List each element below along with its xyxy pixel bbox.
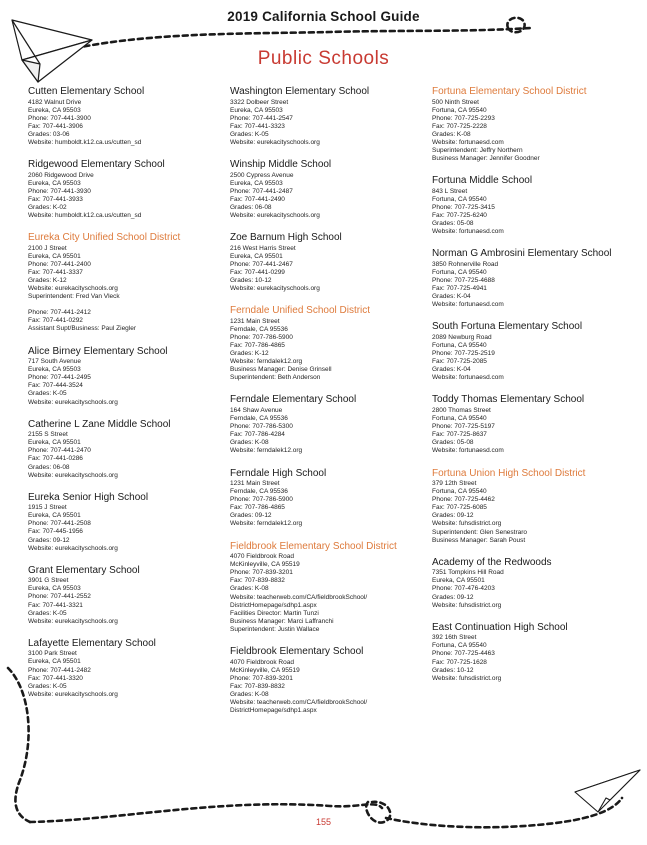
- listing-detail: Superintendent: Fred Van Vleck: [28, 293, 120, 301]
- listing-detail: 3100 Park Street: [28, 650, 77, 658]
- fax-number: Fax: 707-839-8832: [230, 577, 285, 585]
- phone-number: Phone: 707-441-2487: [230, 187, 293, 195]
- website-link: Website: eurekacityschools.org: [28, 544, 118, 552]
- website-link: Website: ferndalek12.org: [230, 520, 303, 528]
- school-listing: [432, 557, 627, 610]
- listing-detail: Superintendent: Beth Anderson: [230, 374, 321, 382]
- listing-detail: Eureka, CA 95501: [230, 252, 283, 260]
- school-name: Ferndale High School: [230, 467, 327, 479]
- website-link: Website: fortunaesd.com: [432, 301, 504, 309]
- fax-number: Fax: 707-786-4865: [230, 504, 285, 512]
- school-listing: [28, 492, 223, 553]
- listing-detail: Assistant Supt/Business: Paul Ziegler: [28, 325, 137, 333]
- website-link: Website: fuhsdistrict.org: [432, 520, 502, 528]
- listing-column-1: [28, 86, 223, 711]
- school-name: Eureka Senior High School: [28, 491, 149, 503]
- listing-detail: 4182 Walnut Drive: [28, 98, 82, 106]
- district-name: Fieldbrook Elementary School District: [230, 540, 397, 552]
- website-link: Website: fortunaesd.com: [432, 374, 504, 382]
- fax-number: Fax: 707-725-4941: [432, 285, 487, 293]
- listing-column-3: [432, 86, 627, 695]
- grade-range: Grades: 03-06: [28, 130, 70, 138]
- school-name: Catherine L Zane Middle School: [28, 418, 171, 430]
- phone-number: Phone: 707-725-2293: [432, 114, 495, 122]
- listing-detail: 2089 Newburg Road: [432, 333, 492, 341]
- district-name: Fortuna Elementary School District: [432, 86, 587, 97]
- grade-range: Grades: K-05: [230, 130, 269, 138]
- school-listing: [230, 86, 425, 147]
- listing-detail: 3322 Dolbeer Street: [230, 98, 289, 106]
- district-listing: [432, 468, 627, 545]
- website-link: Website: teacherweb.com/CA/fieldbrookSchool/: [230, 698, 368, 706]
- fax-number: Fax: 707-786-4284: [230, 431, 285, 439]
- listing-detail: 164 Shaw Avenue: [230, 406, 283, 414]
- listing-detail: Fortuna, CA 95540: [432, 341, 487, 349]
- phone-number: Phone: 707-839-3201: [230, 569, 293, 577]
- listing-detail: 379 12th Street: [432, 480, 477, 487]
- grade-range: Grades: 06-08: [230, 203, 272, 211]
- listing-detail: Eureka, CA 95501: [28, 252, 81, 260]
- listing-column-2: [230, 86, 425, 727]
- grade-range: Grades: K-04: [432, 293, 471, 301]
- school-listing: [28, 159, 223, 220]
- school-listing: [28, 346, 223, 407]
- district-listing: [230, 541, 425, 634]
- phone-number: Phone: 707-441-2412: [28, 309, 91, 317]
- phone-number: Phone: 707-839-3201: [230, 674, 293, 682]
- listing-detail: Eureka, CA 95501: [28, 512, 81, 520]
- phone-number: Phone: 707-441-2470: [28, 447, 91, 455]
- listing-detail: Eureka, CA 95503: [230, 106, 283, 114]
- phone-number: Phone: 707-441-2482: [28, 666, 91, 674]
- phone-number: Phone: 707-786-5900: [230, 333, 293, 341]
- grade-range: Grades: K-05: [28, 609, 67, 617]
- phone-number: Phone: 707-441-2467: [230, 260, 293, 268]
- school-name: East Continuation High School: [432, 621, 568, 633]
- grade-range: Grades: K-05: [28, 682, 67, 690]
- listing-detail: 843 L Street: [432, 187, 468, 195]
- phone-number: Phone: 707-441-2508: [28, 520, 91, 528]
- grade-range: Grades: 09-12: [432, 593, 474, 601]
- school-name: Ferndale Elementary School: [230, 394, 357, 406]
- phone-number: Phone: 707-725-5197: [432, 423, 495, 431]
- school-listing: [230, 394, 425, 455]
- website-link: Website: ferndalek12.org: [230, 447, 303, 455]
- grade-range: Grades: 10-12: [432, 666, 474, 674]
- fax-number: Fax: 707-444-3524: [28, 382, 83, 390]
- listing-detail: Eureka, CA 95503: [28, 106, 81, 114]
- school-name: Toddy Thomas Elementary School: [432, 394, 585, 406]
- school-name: Winship Middle School: [230, 159, 332, 171]
- listing-detail: 717 South Avenue: [28, 358, 82, 366]
- listing-detail: 3901 G Street: [28, 577, 69, 585]
- school-listing: [28, 86, 223, 147]
- grade-range: Grades: K-12: [28, 277, 67, 284]
- website-link: Website: humboldt.k12.ca.us/cutten_sd: [28, 138, 142, 146]
- listing-detail: Business Manager: Marci Laffranchi: [230, 617, 334, 625]
- school-name: Grant Elementary School: [28, 564, 140, 576]
- listing-detail: 7351 Tompkins Hill Road: [432, 569, 504, 577]
- grade-range: Grades: 06-08: [28, 463, 70, 471]
- website-link: Website: teacherweb.com/CA/fieldbrookSchool/: [230, 593, 368, 601]
- listing-detail: 3850 Rohnerville Road: [432, 260, 499, 268]
- listing-detail: McKinleyville, CA 95519: [230, 561, 300, 569]
- website-link: Website: fuhsdistrict.org: [432, 674, 502, 682]
- fax-number: Fax: 707-441-0299: [230, 268, 285, 276]
- school-name: Lafayette Elementary School: [28, 637, 156, 649]
- website-link: Website: fortunaesd.com: [432, 447, 504, 455]
- grade-range: Grades: K-12: [230, 350, 269, 358]
- fax-number: Fax: 707-725-6085: [432, 504, 487, 512]
- website-link: Website: eurekacityschools.org: [230, 212, 320, 220]
- district-listing: [28, 232, 223, 333]
- website-link: Website: eurekacityschools.org: [28, 285, 118, 293]
- listing-detail: Business Manager: Denise Grinsell: [230, 366, 332, 374]
- website-link: Website: ferndalek12.org: [230, 358, 303, 366]
- phone-number: Phone: 707-725-2519: [432, 350, 495, 358]
- listing-detail: Eureka, CA 95503: [28, 179, 81, 187]
- phone-number: Phone: 707-725-4688: [432, 277, 495, 284]
- fax-number: Fax: 707-725-6240: [432, 212, 487, 220]
- listing-detail: Fortuna, CA 95540: [432, 195, 487, 203]
- listing-detail: 2100 J Street: [28, 244, 67, 252]
- fax-number: Fax: 707-725-1628: [432, 658, 487, 666]
- listing-detail: Ferndale, CA 95536: [230, 488, 288, 496]
- fax-number: Fax: 707-441-0292: [28, 317, 83, 325]
- grade-range: Grades: 05-08: [432, 439, 474, 447]
- school-listing: [28, 419, 223, 480]
- grade-range: Grades: 09-12: [230, 512, 272, 520]
- school-name: Washington Elementary School: [230, 86, 370, 97]
- fax-number: Fax: 707-725-2085: [432, 358, 487, 366]
- listing-detail: Fortuna, CA 95540: [432, 488, 487, 496]
- grade-range: Grades: 10-12: [230, 277, 272, 284]
- listing-detail: 1231 Main Street: [230, 480, 280, 487]
- fax-number: Fax: 707-441-3321: [28, 601, 83, 609]
- listing-detail: Eureka, CA 95503: [28, 366, 81, 374]
- listing-detail: Fortuna, CA 95540: [432, 268, 487, 276]
- listing-detail: Eureka, CA 95501: [28, 658, 81, 666]
- district-name: Eureka City Unified School District: [28, 232, 181, 244]
- website-link: Website: fortunaesd.com: [432, 138, 504, 146]
- listing-detail: 216 West Harris Street: [230, 244, 296, 252]
- fax-number: Fax: 707-725-2228: [432, 122, 487, 130]
- grade-range: Grades: K-02: [28, 203, 67, 211]
- grade-range: Grades: 09-12: [432, 512, 474, 520]
- grade-range: Grades: K-04: [432, 366, 471, 374]
- school-name: Zoe Barnum High School: [230, 232, 342, 244]
- school-listing: [432, 248, 627, 309]
- grade-range: Grades: K-08: [432, 130, 471, 138]
- school-listing: [432, 175, 627, 236]
- phone-number: Phone: 707-725-4463: [432, 650, 495, 658]
- district-listing: [432, 86, 627, 163]
- district-listing: [230, 305, 425, 382]
- website-link: Website: eurekacityschools.org: [28, 471, 118, 479]
- fax-number: Fax: 707-725-8637: [432, 431, 487, 439]
- bottom-flight-path: [8, 668, 30, 822]
- grade-range: Grades: K-05: [28, 390, 67, 398]
- listing-detail: Eureka, CA 95501: [28, 439, 81, 447]
- listing-detail: Fortuna, CA 95540: [432, 415, 487, 423]
- fax-number: Fax: 707-445-1956: [28, 528, 83, 536]
- school-listing: [432, 622, 627, 683]
- page-number: 155: [315, 817, 332, 827]
- guide-title: 2019 California School Guide: [227, 9, 420, 24]
- phone-number: Phone: 707-441-3930: [28, 187, 91, 195]
- listing-detail: Fortuna, CA 95540: [432, 106, 487, 114]
- school-listing: [28, 638, 223, 699]
- listing-detail: Eureka, CA 95501: [432, 577, 485, 585]
- listing-detail: 2155 S Street: [28, 431, 68, 439]
- website-link: Website: eurekacityschools.org: [28, 398, 118, 406]
- phone-number: Phone: 707-441-2400: [28, 260, 91, 268]
- listing-detail: Business Manager: Sarah Poust: [432, 536, 526, 544]
- school-name: Academy of the Redwoods: [432, 556, 552, 568]
- listing-detail: 392 16th Street: [432, 634, 477, 642]
- fax-number: Fax: 707-441-3933: [28, 195, 83, 203]
- website-link: Website: fortunaesd.com: [432, 228, 504, 236]
- grade-range: Grades: K-08: [230, 439, 269, 447]
- district-name: Fortuna Union High School District: [432, 467, 586, 479]
- listing-detail: Superintendent: Justin Wallace: [230, 625, 320, 633]
- listing-detail: Eureka, CA 95503: [28, 585, 81, 593]
- school-listing: [230, 468, 425, 529]
- paper-plane-bottom-right: [575, 770, 640, 812]
- phone-number: Phone: 707-441-2552: [28, 593, 91, 601]
- school-listing: [432, 321, 627, 382]
- section-title: Public Schools: [257, 48, 390, 69]
- listing-detail: Business Manager: Jennifer Goodner: [432, 155, 540, 163]
- listing-detail: Superintendent: Jeffry Northern: [432, 147, 523, 155]
- listing-detail: Ferndale, CA 95536: [230, 325, 288, 333]
- listing-detail: DistrictHomepage/sdhp1.aspx: [230, 601, 317, 609]
- fax-number: Fax: 707-441-3320: [28, 674, 83, 682]
- fax-number: Fax: 707-441-3337: [28, 268, 83, 276]
- fax-number: Fax: 707-441-2490: [230, 195, 285, 203]
- listing-detail: DistrictHomepage/sdhp1.aspx: [230, 707, 317, 715]
- fax-number: Fax: 707-441-3323: [230, 122, 285, 130]
- district-name: Ferndale Unified School District: [230, 305, 371, 317]
- listing-detail: 2800 Thomas Street: [432, 406, 491, 414]
- school-name: South Fortuna Elementary School: [432, 321, 583, 333]
- school-listing: [230, 159, 425, 220]
- website-link: Website: eurekacityschools.org: [230, 285, 320, 293]
- phone-number: Phone: 707-476-4203: [432, 585, 495, 593]
- school-name: Fieldbrook Elementary School: [230, 646, 364, 657]
- fax-number: Fax: 707-839-8832: [230, 682, 285, 690]
- listing-detail: 4070 Fieldbrook Road: [230, 658, 294, 666]
- phone-number: Phone: 707-786-5300: [230, 423, 293, 431]
- grade-range: Grades: 05-08: [432, 220, 474, 228]
- school-listing: [28, 565, 223, 626]
- school-name: Fortuna Middle School: [432, 175, 533, 187]
- listing-detail: 1915 J Street: [28, 504, 67, 512]
- listing-detail: Fortuna, CA 95540: [432, 642, 487, 650]
- website-link: Website: fuhsdistrict.org: [432, 601, 502, 609]
- listing-detail: Ferndale, CA 95536: [230, 415, 288, 423]
- listing-detail: 4070 Fieldbrook Road: [230, 553, 294, 561]
- school-name: Alice Birney Elementary School: [28, 345, 168, 357]
- fax-number: Fax: 707-441-0286: [28, 455, 83, 463]
- listing-detail: 2500 Cypress Avenue: [230, 171, 294, 179]
- website-link: Website: eurekacityschools.org: [28, 690, 118, 698]
- school-listing: [230, 646, 425, 715]
- school-name: Ridgewood Elementary School: [28, 159, 165, 171]
- listing-detail: 2060 Ridgewood Drive: [28, 171, 94, 179]
- phone-number: Phone: 707-786-5900: [230, 496, 293, 504]
- fax-number: Fax: 707-441-3906: [28, 122, 83, 130]
- phone-number: Phone: 707-441-2547: [230, 114, 293, 122]
- school-name: Cutten Elementary School: [28, 86, 145, 97]
- listing-detail: Eureka, CA 95503: [230, 179, 283, 187]
- phone-number: Phone: 707-441-2495: [28, 374, 91, 382]
- grade-range: Grades: K-08: [230, 585, 269, 593]
- phone-number: Phone: 707-725-4462: [432, 496, 495, 504]
- listing-detail: 500 Ninth Street: [432, 98, 479, 106]
- listing-detail: Facilities Director: Martin Tunzi: [230, 609, 319, 617]
- phone-number: Phone: 707-725-3415: [432, 203, 495, 211]
- fax-number: Fax: 707-786-4865: [230, 341, 285, 349]
- listing-detail: Superintendent: Glen Senestraro: [432, 528, 528, 536]
- website-link: Website: eurekacityschools.org: [28, 617, 118, 625]
- grade-range: Grades: K-08: [230, 690, 269, 698]
- phone-number: Phone: 707-441-3900: [28, 114, 91, 122]
- school-listing: [432, 394, 627, 455]
- listing-detail: 1231 Main Street: [230, 317, 280, 325]
- grade-range: Grades: 09-12: [28, 536, 70, 544]
- website-link: Website: humboldt.k12.ca.us/cutten_sd: [28, 212, 142, 220]
- listing-detail: McKinleyville, CA 95519: [230, 666, 300, 674]
- school-listing: [230, 232, 425, 293]
- website-link: Website: eurekacityschools.org: [230, 138, 320, 146]
- school-name: Norman G Ambrosini Elementary School: [432, 248, 612, 260]
